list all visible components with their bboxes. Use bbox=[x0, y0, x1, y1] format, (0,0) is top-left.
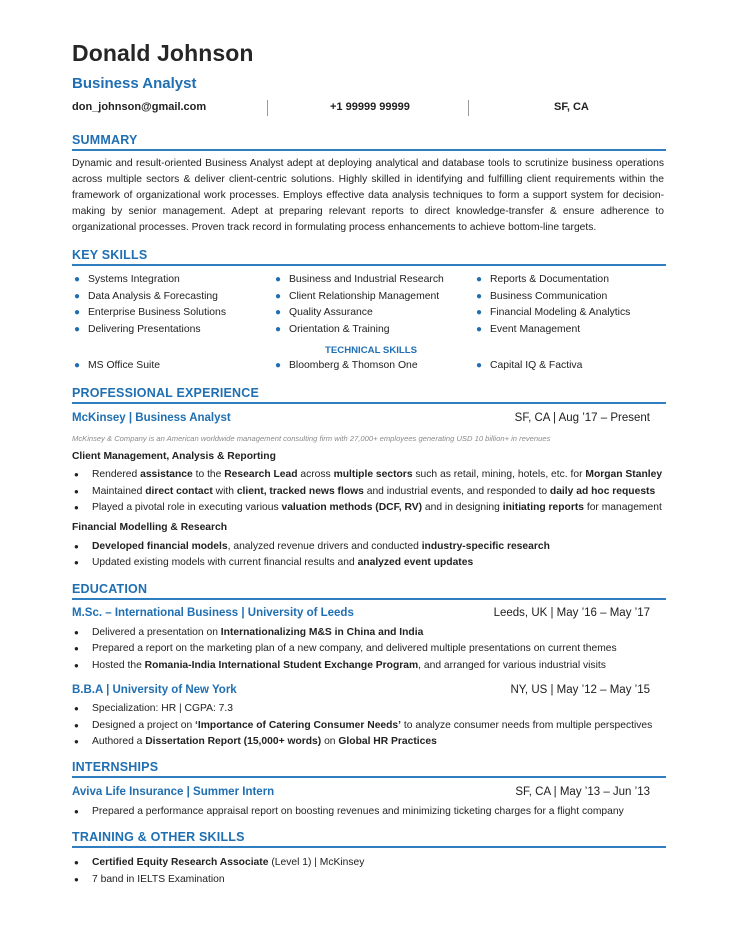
section-divider bbox=[72, 402, 666, 404]
location: SF, CA bbox=[554, 101, 589, 113]
bold-text: Internationalizing M&S in China and India bbox=[220, 627, 424, 638]
bold-text: daily ad hoc requests bbox=[549, 486, 656, 497]
text: with bbox=[212, 486, 237, 497]
job-title: McKinsey | Business Analyst bbox=[72, 412, 231, 424]
training-heading: TRAINING & OTHER SKILLS bbox=[72, 830, 245, 844]
skill-item: ● Quality Assurance bbox=[275, 307, 373, 318]
contact-divider bbox=[267, 100, 268, 116]
bullet-icon: ● bbox=[74, 807, 79, 816]
text: to the bbox=[192, 469, 225, 480]
skills-heading: KEY SKILLS bbox=[72, 248, 148, 262]
internships-heading: INTERNSHIPS bbox=[72, 760, 159, 774]
skill-item: ● Orientation & Training bbox=[275, 323, 390, 335]
bullet-icon: ● bbox=[74, 875, 79, 884]
section-divider bbox=[72, 846, 666, 848]
bold-text: client, tracked news flows bbox=[236, 486, 364, 497]
candidate-title: Business Analyst bbox=[72, 75, 197, 92]
bold-text: Global HR Practices bbox=[338, 736, 437, 747]
text: 7 band in IELTS Examination bbox=[92, 874, 225, 885]
responsibility-group-title: Financial Modelling & Research bbox=[72, 522, 228, 533]
text: Prepared a performance appraisal report on boosting revenues and minimizing ticketing charges for a flight company bbox=[92, 806, 624, 817]
bullet-icon: ● bbox=[74, 542, 79, 551]
training-bullet bbox=[74, 857, 365, 868]
text: (Level 1) | McKinsey bbox=[268, 857, 365, 868]
text: on bbox=[321, 736, 339, 747]
skill-item: ● Systems Integration bbox=[74, 274, 180, 285]
skill-item: ● Business and Industrial Research bbox=[275, 274, 444, 285]
skill-item: ● Business Communication bbox=[476, 290, 608, 302]
bold-text: assistance bbox=[140, 469, 193, 480]
skill-item: ● Data Analysis & Forecasting bbox=[74, 290, 218, 302]
text: , analyzed revenue drivers and conducted bbox=[227, 541, 422, 552]
candidate-name: Donald Johnson bbox=[72, 40, 254, 66]
experience-bullet bbox=[74, 557, 474, 568]
bold-text: Research Lead bbox=[224, 469, 298, 480]
bold-text: Romania-India International Student Exchange Program bbox=[144, 660, 419, 671]
text: across bbox=[297, 469, 334, 480]
technical-skill-item: ● Bloomberg & Thomson One bbox=[275, 360, 418, 371]
education-bullet bbox=[74, 627, 424, 638]
education-bullet bbox=[74, 736, 437, 747]
bullet-icon: ● bbox=[74, 628, 79, 637]
bold-text: Morgan Stanley bbox=[585, 469, 663, 480]
email[interactable]: don_johnson@gmail.com bbox=[72, 101, 207, 113]
text: to analyze consumer needs from multiple perspectives bbox=[401, 720, 653, 731]
experience-bullet bbox=[74, 541, 550, 552]
bold-text: Certified Equity Research Associate bbox=[92, 857, 269, 868]
bullet-icon: ● bbox=[74, 470, 79, 479]
bullet-icon: ● bbox=[74, 704, 79, 713]
bullet-icon: ● bbox=[74, 661, 79, 670]
text: Played a pivotal role in executing various bbox=[92, 502, 282, 513]
bullet-icon: ● bbox=[74, 858, 79, 867]
bold-text: Dissertation Report (15,000+ words) bbox=[145, 736, 322, 747]
section-divider bbox=[72, 776, 666, 778]
internship-bullet bbox=[74, 806, 624, 817]
bullet-icon: ● bbox=[74, 721, 79, 730]
experience-bullet bbox=[74, 486, 656, 497]
skill-item: ● Event Management bbox=[476, 323, 581, 335]
job-meta: SF, CA | Aug ’17 – Present bbox=[514, 412, 650, 424]
experience-bullet bbox=[74, 502, 662, 513]
text: Authored a bbox=[92, 736, 146, 747]
bullet-icon: ● bbox=[74, 737, 79, 746]
text: Specialization: HR | CGPA: 7.3 bbox=[92, 703, 233, 714]
education-bullet bbox=[74, 703, 233, 714]
skill-item: ● Client Relationship Management bbox=[275, 290, 440, 302]
text: Delivered a presentation on bbox=[92, 627, 221, 638]
skill-item: ● Reports & Documentation bbox=[476, 274, 609, 285]
education-bullet bbox=[74, 720, 653, 731]
section-divider bbox=[72, 598, 666, 600]
bold-text: direct contact bbox=[145, 486, 213, 497]
text: Hosted the bbox=[92, 660, 145, 671]
text: Prepared a report on the marketing plan of a new company, and delivered multiple presentations on current themes bbox=[92, 643, 617, 654]
text: Designed a project on bbox=[92, 720, 196, 731]
education-bullet bbox=[74, 643, 617, 654]
text: , and arranged for various industrial visits bbox=[418, 660, 606, 671]
bold-text: Developed financial models bbox=[92, 541, 228, 552]
bold-text: analyzed event updates bbox=[357, 557, 474, 568]
text: and industrial events, and responded to bbox=[363, 486, 550, 497]
contact-divider bbox=[468, 100, 469, 116]
text: Maintained bbox=[92, 486, 146, 497]
text: for management bbox=[583, 502, 662, 513]
company-description: McKinsey & Company is an American worldwide management consulting firm with 27,000+ employees generating USD 10 billion+ in revenues bbox=[72, 434, 551, 443]
experience-heading: PROFESSIONAL EXPERIENCE bbox=[72, 386, 260, 400]
skill-item: ● Financial Modeling & Analytics bbox=[476, 307, 631, 318]
internship-meta: SF, CA | May ’13 – Jun ’13 bbox=[515, 786, 650, 798]
bullet-icon: ● bbox=[74, 503, 79, 512]
bold-text: valuation methods (DCF, RV) bbox=[281, 502, 423, 513]
degree-title: M.Sc. – International Business | University of Leeds bbox=[72, 607, 354, 619]
summary-text: Dynamic and result-oriented Business Analyst adept at deploying analytical and database tools to scrutinize business operations across multiple sectors & deliver client-centric solutions. Highly skilled in identifying and fulfilling client requirements within the framework of organizational work processes. Employs effective data analysis techniques to form a support system for decision-making by senior management. Adept at preparing relevant reports to direct knowledge-transfer & ensure adherence to organizational processes. Proven track record in formulating process enhancements to achieve bottom-line targets. bbox=[72, 158, 664, 234]
bold-text: industry-specific research bbox=[421, 541, 550, 552]
bullet-icon: ● bbox=[74, 487, 79, 496]
bold-text: ‘Importance of Catering Consumer Needs’ bbox=[195, 720, 402, 731]
technical-skills-heading: TECHNICAL SKILLS bbox=[325, 345, 418, 356]
bullet-icon: ● bbox=[74, 558, 79, 567]
bold-text: initiating reports bbox=[502, 502, 584, 513]
summary-heading: SUMMARY bbox=[72, 133, 138, 147]
bold-text: multiple sectors bbox=[333, 469, 413, 480]
internship-title: Aviva Life Insurance | Summer Intern bbox=[72, 786, 275, 798]
section-divider bbox=[72, 149, 666, 151]
technical-skill-item: ● Capital IQ & Factiva bbox=[476, 360, 583, 371]
education-heading: EDUCATION bbox=[72, 582, 148, 596]
degree-meta: Leeds, UK | May ’16 – May ’17 bbox=[493, 607, 650, 619]
section-divider bbox=[72, 264, 666, 266]
degree-meta: NY, US | May ’12 – May ’15 bbox=[510, 684, 650, 696]
degree-title: B.B.A | University of New York bbox=[72, 684, 237, 696]
experience-bullet bbox=[74, 469, 663, 480]
text: Rendered bbox=[92, 469, 141, 480]
training-bullet bbox=[74, 874, 225, 885]
bullet-icon: ● bbox=[74, 644, 79, 653]
education-bullet bbox=[74, 660, 606, 671]
text: Updated existing models with current financial results and bbox=[92, 557, 358, 568]
technical-skill-item: ● MS Office Suite bbox=[74, 360, 160, 371]
text: such as retail, mining, hotels, etc. for bbox=[412, 469, 586, 480]
text: and in designing bbox=[422, 502, 503, 513]
phone: +1 99999 99999 bbox=[330, 101, 410, 113]
skill-item: ● Delivering Presentations bbox=[74, 323, 201, 335]
responsibility-group-title: Client Management, Analysis & Reporting bbox=[72, 451, 276, 462]
skill-item: ● Enterprise Business Solutions bbox=[74, 307, 227, 318]
